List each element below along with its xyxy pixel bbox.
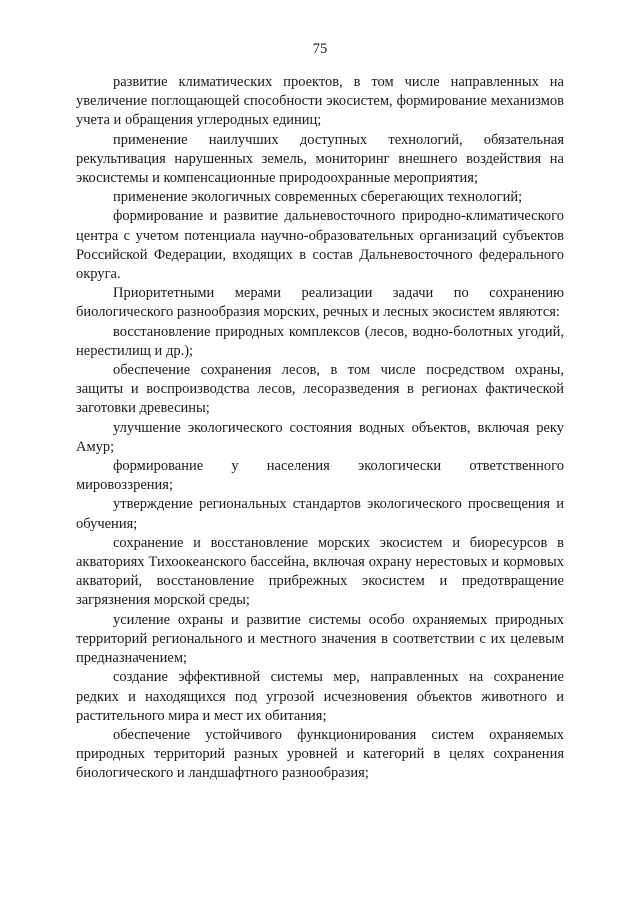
paragraph-climate-projects: развитие климатических проектов, в том числе направленных на увеличение поглощающей способности экосистем, формирование механизмов учета и обращения углеродных единиц; xyxy=(76,74,564,129)
paragraph-climate-center: формирование и развитие дальневосточного природно-климатического центра с учетом потенциала научно-образовательных организаций субъектов Российской Федерации, входящих в состав Дальневосточного федерального округа. xyxy=(76,208,564,283)
paragraph-restore-complexes: восстановление природных комплексов (лесов, водно-болотных угодий, нерестилищ и др.); xyxy=(76,323,564,359)
paragraph-best-technologies: применение наилучших доступных технологий, обязательная рекультивация нарушенных земель, мониторинг внешнего воздействия на экосистемы и компенсационные природоохранные мероприятия; xyxy=(76,131,564,187)
paragraph-protected-territories: усиление охраны и развитие системы особо охраняемых природных территорий регионального и местного значения в соответствии с их целевым предназначением; xyxy=(76,611,564,667)
paragraph-biodiversity-priorities: Приоритетными мерами реализации задачи по сохранению биологического разнообразия морских, речных и лесных экосистем являются: xyxy=(76,285,564,321)
document-body xyxy=(76,73,564,784)
paragraph-eco-technologies: применение экологичных современных сберегающих технологий; xyxy=(113,189,523,206)
paragraph-eco-worldview: формирование у населения экологически ответственного мировоззрения; xyxy=(76,458,564,494)
paragraph-protected-systems: обеспечение устойчивого функционирования систем охраняемых природных территорий разных уровней и категорий в целях сохранения биологического и ландшафтного разнообразия; xyxy=(76,726,564,782)
paragraph-rare-species: создание эффективной системы мер, направленных на сохранение редких и находящихся под угрозой исчезновения объектов животного и растительного мира и мест их обитания; xyxy=(76,669,564,724)
paragraph-eco-education-standards: утверждение региональных стандартов экологического просвещения и обучения; xyxy=(76,496,564,532)
page-number: 75 xyxy=(312,41,328,57)
paragraph-water-bodies: улучшение экологического состояния водных объектов, включая реку Амур; xyxy=(76,419,564,455)
paragraph-forest-preservation: обеспечение сохранения лесов, в том числе посредством охраны, защиты и воспроизводства лесов, лесоразведения в регионах фактической заготовки древесины; xyxy=(76,362,564,417)
paragraph-marine-ecosystems: сохранение и восстановление морских экосистем и биоресурсов в акваториях Тихоокеанского бассейна, включая охрану нерестовых и кормовых акваторий, восстановление прибрежных экосистем и предотвращение загрязнения морской среды; xyxy=(76,534,564,609)
